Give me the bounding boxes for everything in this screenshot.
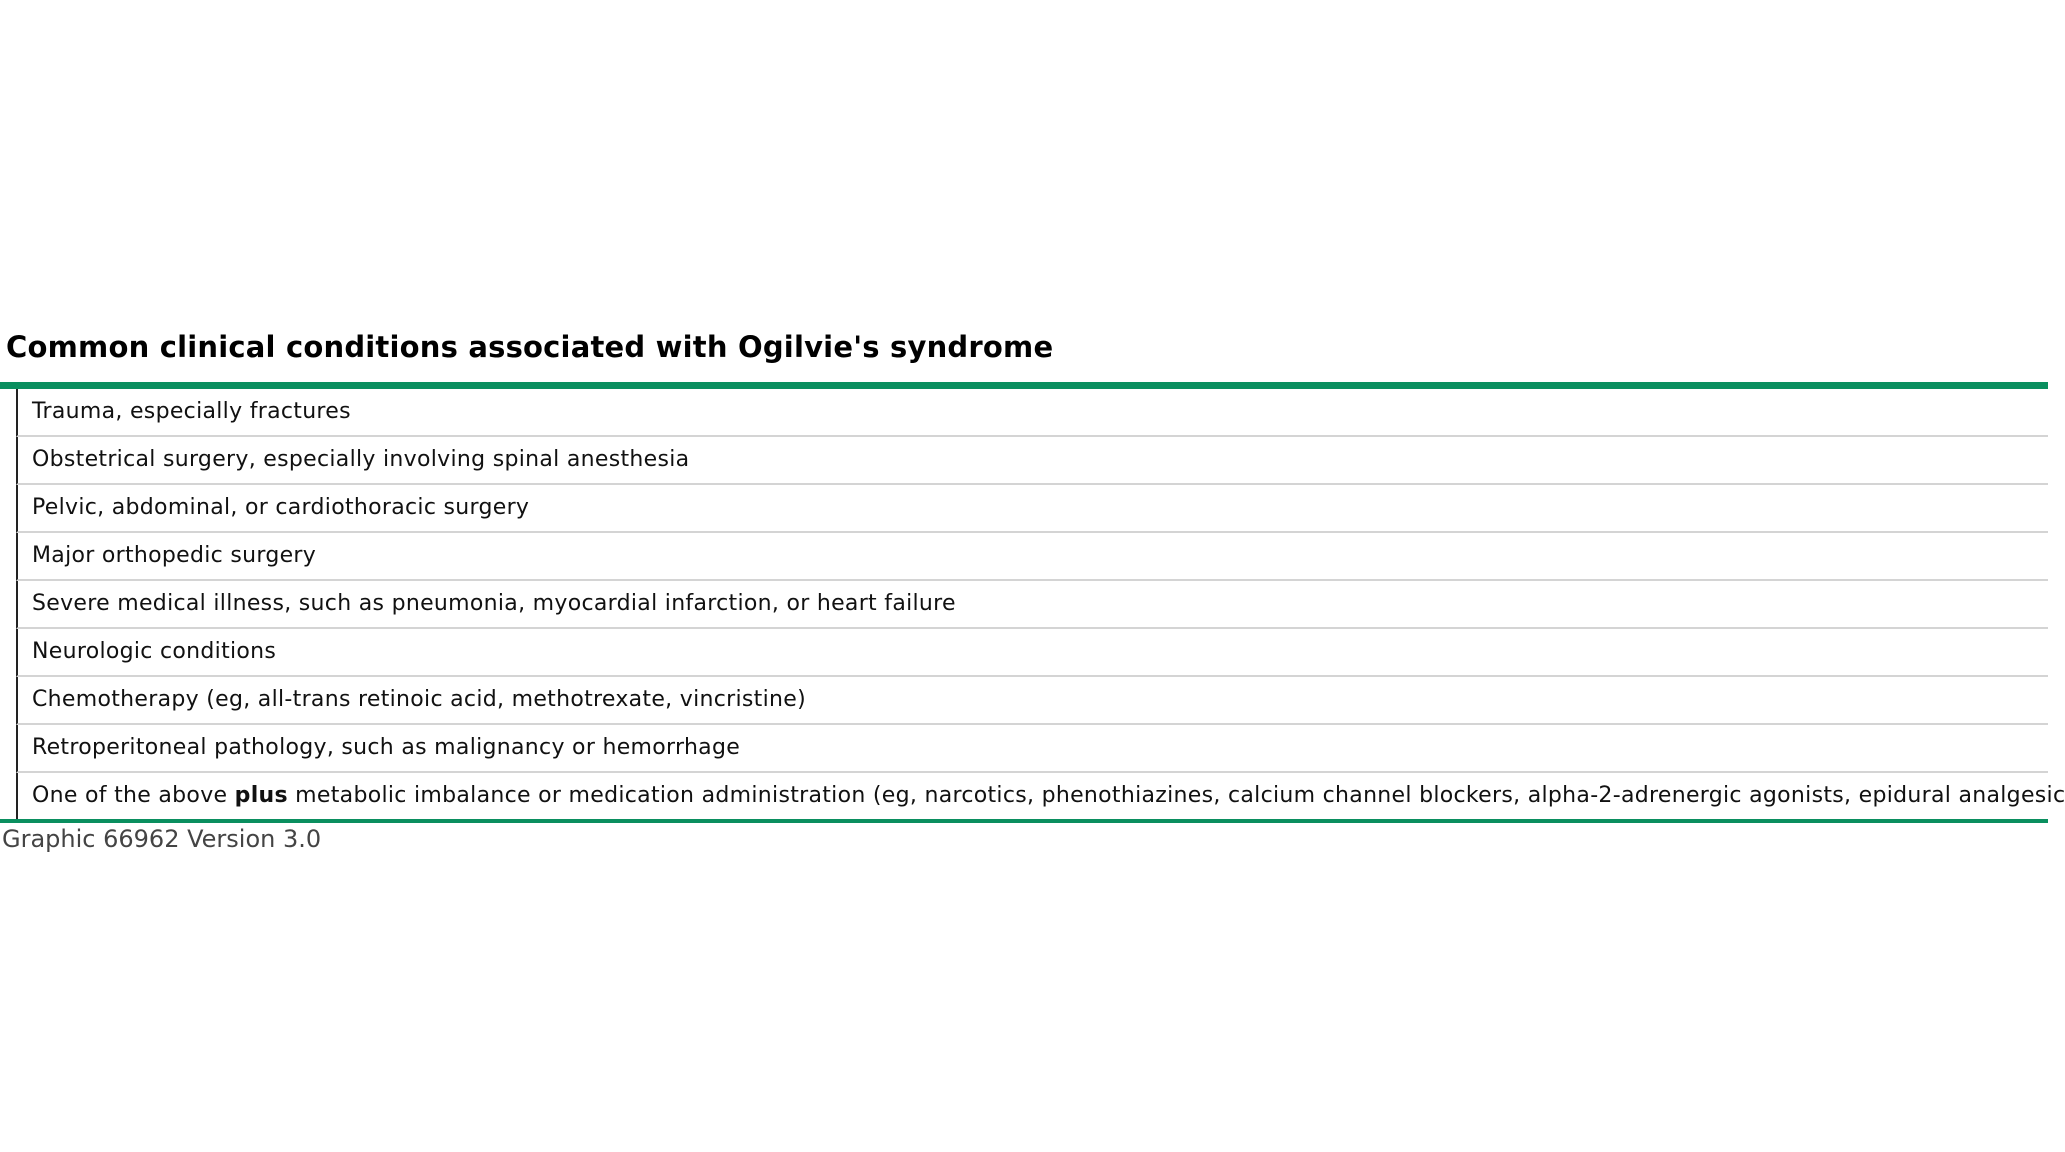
table-cell: Retroperitoneal pathology, such as malignancy or hemorrhage [32, 735, 741, 760]
table-row [16, 725, 2048, 773]
table-row [16, 533, 2048, 581]
footer-text: Graphic 66962 Version 3.0 [2, 825, 322, 853]
cell-text-prefix: One of the above [32, 783, 235, 808]
graphic-footer [2, 824, 322, 853]
table-cell: Obstetrical surgery, especially involving spinal anesthesia [32, 447, 690, 472]
cell-text-bold: plus [234, 783, 288, 808]
table-cell: Neurologic conditions [32, 639, 277, 664]
table-row [16, 677, 2048, 725]
cell-text-suffix: metabolic imbalance or medication administration (eg, narcotics, phenothiazines, calcium channel blockers, alpha-2-adrenergic agonists, epidural analgesic [287, 783, 2065, 808]
table-title: Common clinical conditions associated with Ogilvie's syndrome [6, 330, 1054, 364]
table-cell: Chemotherapy (eg, all-trans retinoic acid, methotrexate, vincristine) [32, 687, 806, 712]
table-row [16, 581, 2048, 629]
table-cell: Severe medical illness, such as pneumonia, myocardial infarction, or heart failure [32, 591, 956, 616]
table-cell [32, 783, 2065, 808]
table-cell: Major orthopedic surgery [32, 543, 317, 568]
table-row [16, 773, 2065, 819]
conditions-table [0, 382, 2065, 823]
table-cell: Trauma, especially fractures [32, 399, 351, 424]
table-row [16, 485, 2048, 533]
table-cell: Pelvic, abdominal, or cardiothoracic surgery [32, 495, 530, 520]
table-row [16, 389, 2048, 437]
table-row [16, 629, 2048, 677]
table-row [16, 437, 2048, 485]
